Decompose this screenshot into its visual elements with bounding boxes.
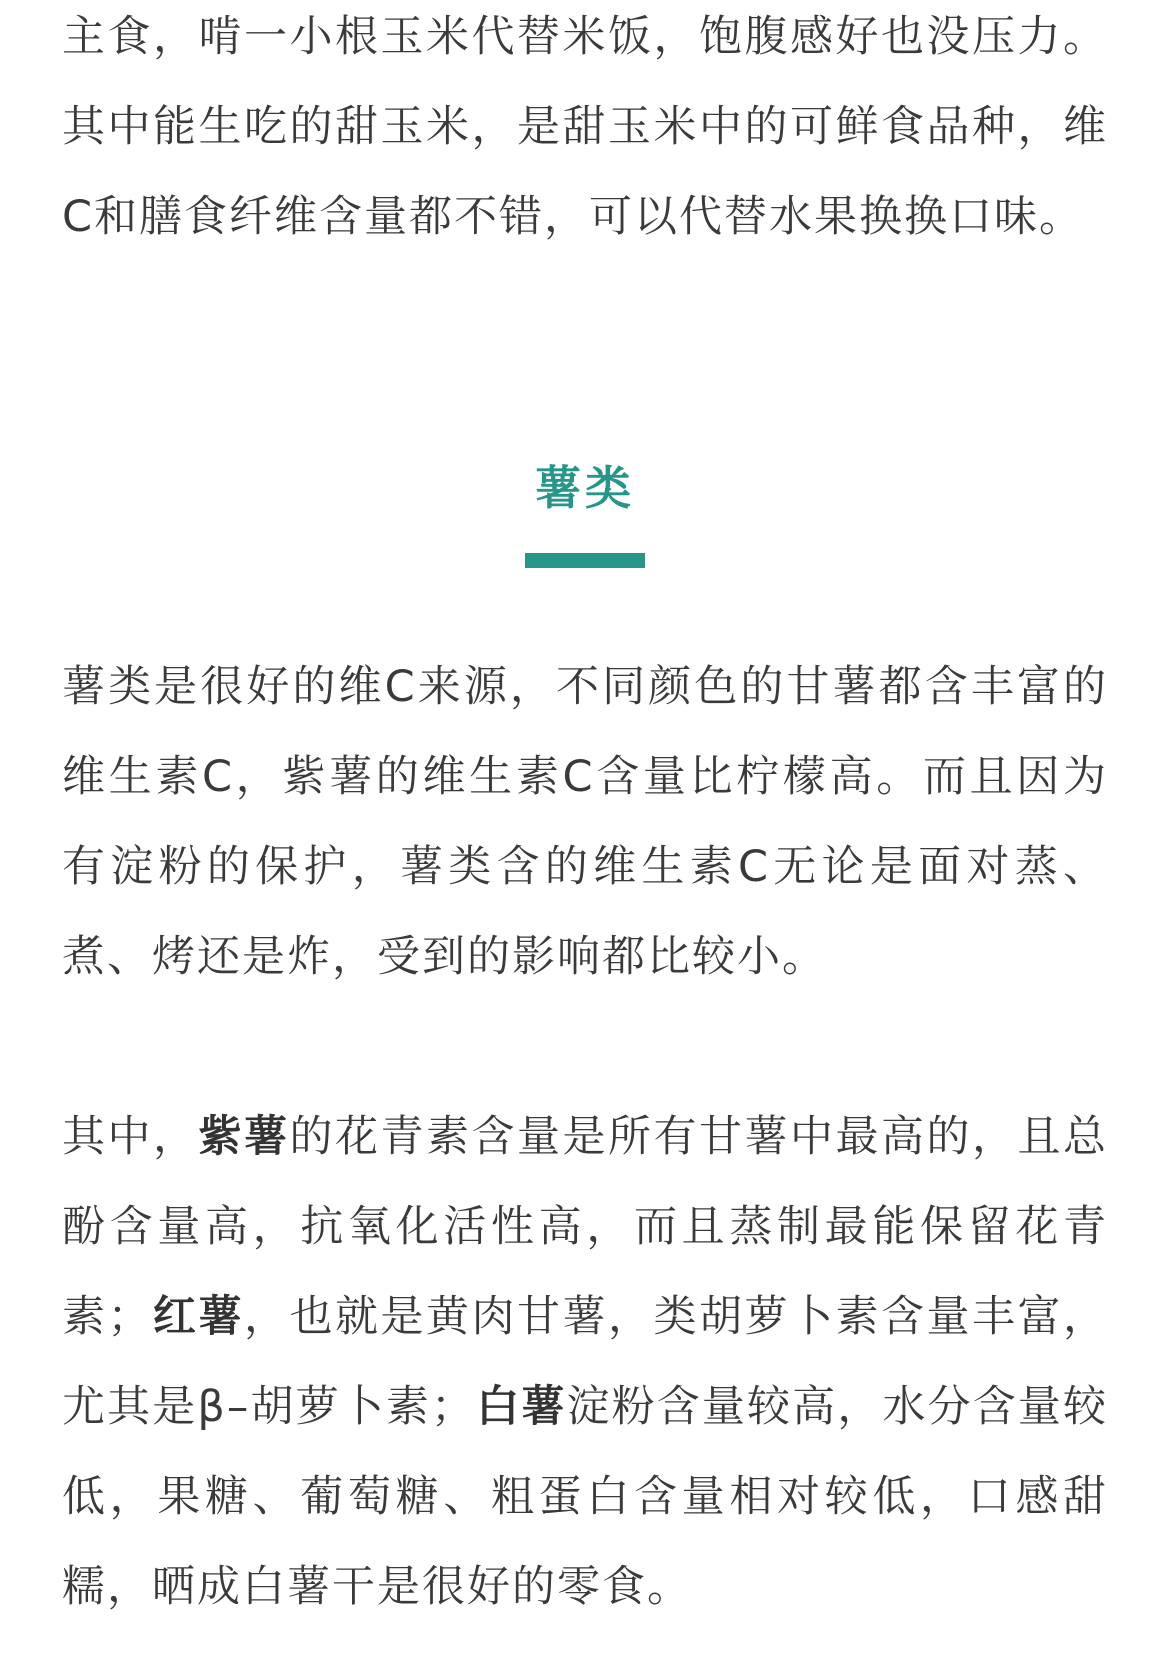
- section-title-underline: [525, 553, 645, 568]
- bold-term-purple-yam: 紫薯: [198, 1112, 290, 1162]
- white-yam-description: 淀粉含量较高，水分含量较低，果糖、葡萄糖、粗蛋白含量相对较低，口感甜糯，晒成白薯干是很好的零食。: [62, 1382, 1109, 1612]
- bold-term-red-yam: 红薯: [152, 1292, 244, 1342]
- red-yam-description: ，也就是黄肉甘薯，类胡萝卜素含量丰富，尤其是β–胡萝卜素；: [62, 1292, 1108, 1432]
- yam-vitamin-c-paragraph: 薯类是很好的维C来源，不同颜色的甘薯都含丰富的维生素C，紫薯的维生素C含量比柠檬高。而且因为有淀粉的保护，薯类含的维生素C无论是面对蒸、煮、烤还是炸，受到的影响都比较小。: [62, 662, 1108, 982]
- bold-term-white-yam: 白薯: [476, 1382, 567, 1432]
- yam-varieties-paragraph: [62, 1092, 1108, 1632]
- paragraph-lead: 其中，: [62, 1112, 199, 1162]
- intro-paragraph: 主食，啃一小根玉米代替米饭，饱腹感好也没压力。其中能生吃的甜玉米，是甜玉米中的可鲜食品种，维C和膳食纤维含量都不错，可以代替水果换换口味。: [62, 12, 1108, 242]
- section-title: 薯类: [535, 461, 635, 515]
- purple-yam-description: 的花青素含量是所有甘薯中最高的，且总酚含量高，抗氧化活性高，而且蒸制最能保留花青素；: [62, 1112, 1108, 1342]
